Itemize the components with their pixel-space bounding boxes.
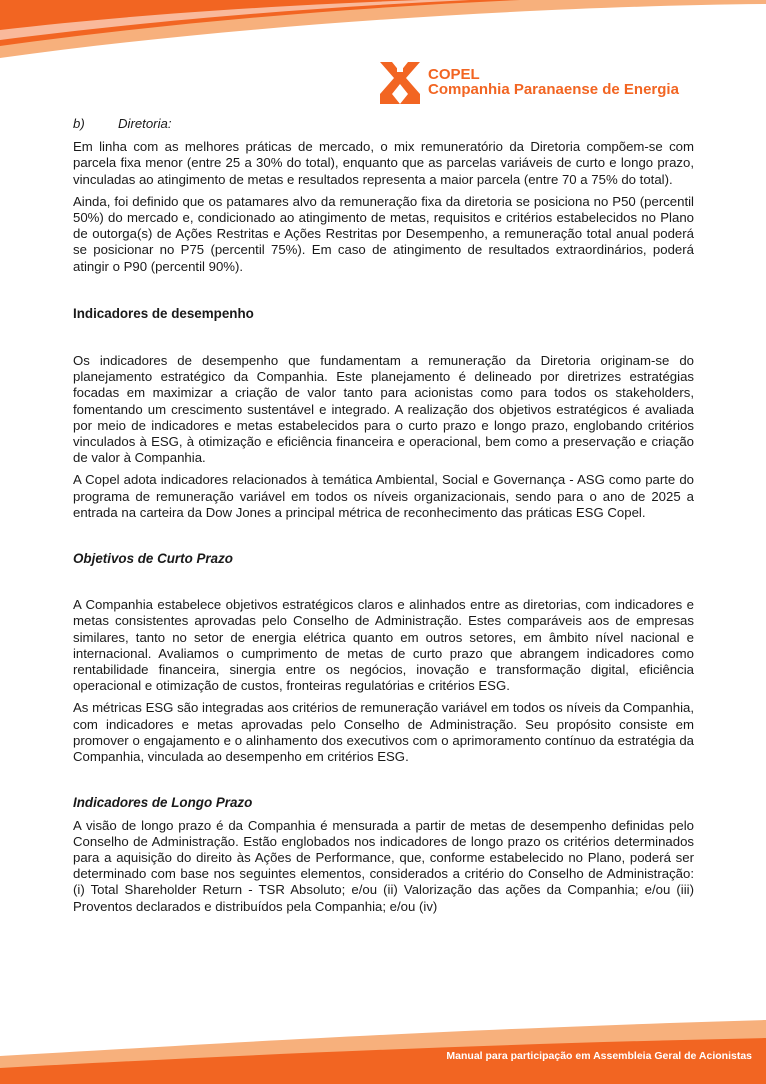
copel-logo — [378, 60, 679, 104]
section-b-title: Diretoria: — [118, 116, 172, 131]
curto-prazo-paragraph-2: As métricas ESG são integradas aos critérios de remuneração variável em todos os níveis da Companhia, com indicadores e metas aprovadas pelo Conselho de Administração. Seu propósito consiste em promover o engajamento e o alinhamento dos executivos com o aprimoramento contínuo da estratégia da Companhia, vinculada ao desempenho em critérios ESG. — [73, 700, 694, 765]
logo-company-full: Companhia Paranaense de Energia — [428, 81, 679, 98]
indicadores-desempenho-heading: Indicadores de desempenho — [73, 305, 254, 321]
logo-company-short: COPEL — [428, 66, 480, 83]
section-b-heading — [73, 116, 694, 132]
curto-prazo-paragraph-1: A Companhia estabelece objetivos estratégicos claros e alinhados entre as diretorias, com indicadores e metas consistentes aprovadas pelo Conselho de Administração. Estes comparáveis aos de empresas similares, tanto no setor de energia elétrica quanto em outros setores, em âmbito nível nacional e internacional. Avaliamos o cumprimento de metas de curto prazo que abrangem indicadores como rentabilidade financeira, sinergia entre os negócios, inovação e transformação digital, eficiência operacional e otimização de custos, fronteiras regulatórias e critérios ESG. — [73, 597, 694, 694]
curto-prazo-heading: Objetivos de Curto Prazo — [73, 551, 233, 567]
indicadores-paragraph-2: A Copel adota indicadores relacionados à temática Ambiental, Social e Governança - ASG como parte do programa de remuneração variável em todos os níveis organizacionais, sendo para o ano de 2025 a entrada na carteira da Dow Jones a principal métrica de reconhecimento das práticas ESG Copel. — [73, 472, 694, 520]
diretoria-paragraph-2: Ainda, foi definido que os patamares alvo da remuneração fixa da diretoria se posiciona no P50 (percentil 50%) do mercado e, condicionado ao atingimento de metas, requisitos e critérios estabelecidos no Plano de outorga(s) de Ações Restritas e Ações Restritas por Desempenho, a remuneração total anual poderá se posicionar no P75 (percentil 75%). Em caso de atingimento de resultados extraordinários, poderá atingir o P90 (percentil 90%). — [73, 193, 694, 274]
document-body — [73, 116, 694, 915]
indicadores-paragraph-1: Os indicadores de desempenho que fundamentam a remuneração da Diretoria originam-se do planejamento estratégico da Companhia. Este planejamento é delineado por diretrizes estratégias focadas em maximizar a criação de valor tanto para acionistas como para todos os stakeholders, fomentando um crescimento sustentável e integrado. A realização dos objetivos estratégicos é avaliada por meio de indicadores e metas estabelecidos para o curto prazo e longo prazo, englobando critérios vinculados à ESG, à otimização e eficiência financeira e operacional, bem como a preservação e criação de valor à Companhia. — [73, 353, 694, 466]
section-b-label: b) — [73, 116, 85, 131]
diretoria-paragraph-1: Em linha com as melhores práticas de mercado, o mix remuneratório da Diretoria compõem-se com parcela fixa menor (entre 25 a 30% do total), enquanto que as parcelas variáveis de curto e longo prazo, vinculadas ao atingimento de metas e resultados representa a maior parcela (entre 70 a 75% do total). — [73, 139, 694, 187]
footer-caption: Manual para participação em Assembleia Geral de Acionistas — [446, 1050, 752, 1062]
longo-prazo-heading: Indicadores de Longo Prazo — [73, 795, 253, 811]
copel-logo-mark-icon — [378, 60, 422, 104]
logo-text — [428, 67, 679, 97]
longo-prazo-paragraph-1: A visão de longo prazo é da Companhia é mensurada a partir de metas de desempenho definidas pelo Conselho de Administração. Estão englobados nos indicadores de longo prazo os critérios determinados para a aquisição do direito às Ações de Performance, que, conforme estabelecido no Plano, poderá ser determinado com base nos seguintes elementos, considerados a critério do Conselho de Administração:(i) Total Shareholder Return - TSR Absoluto; e/ou (ii) Valorização das ações da Companhia; e/ou (iii) Proventos declarados e distribuídos pela Companhia; e/ou (iv) — [73, 817, 694, 914]
